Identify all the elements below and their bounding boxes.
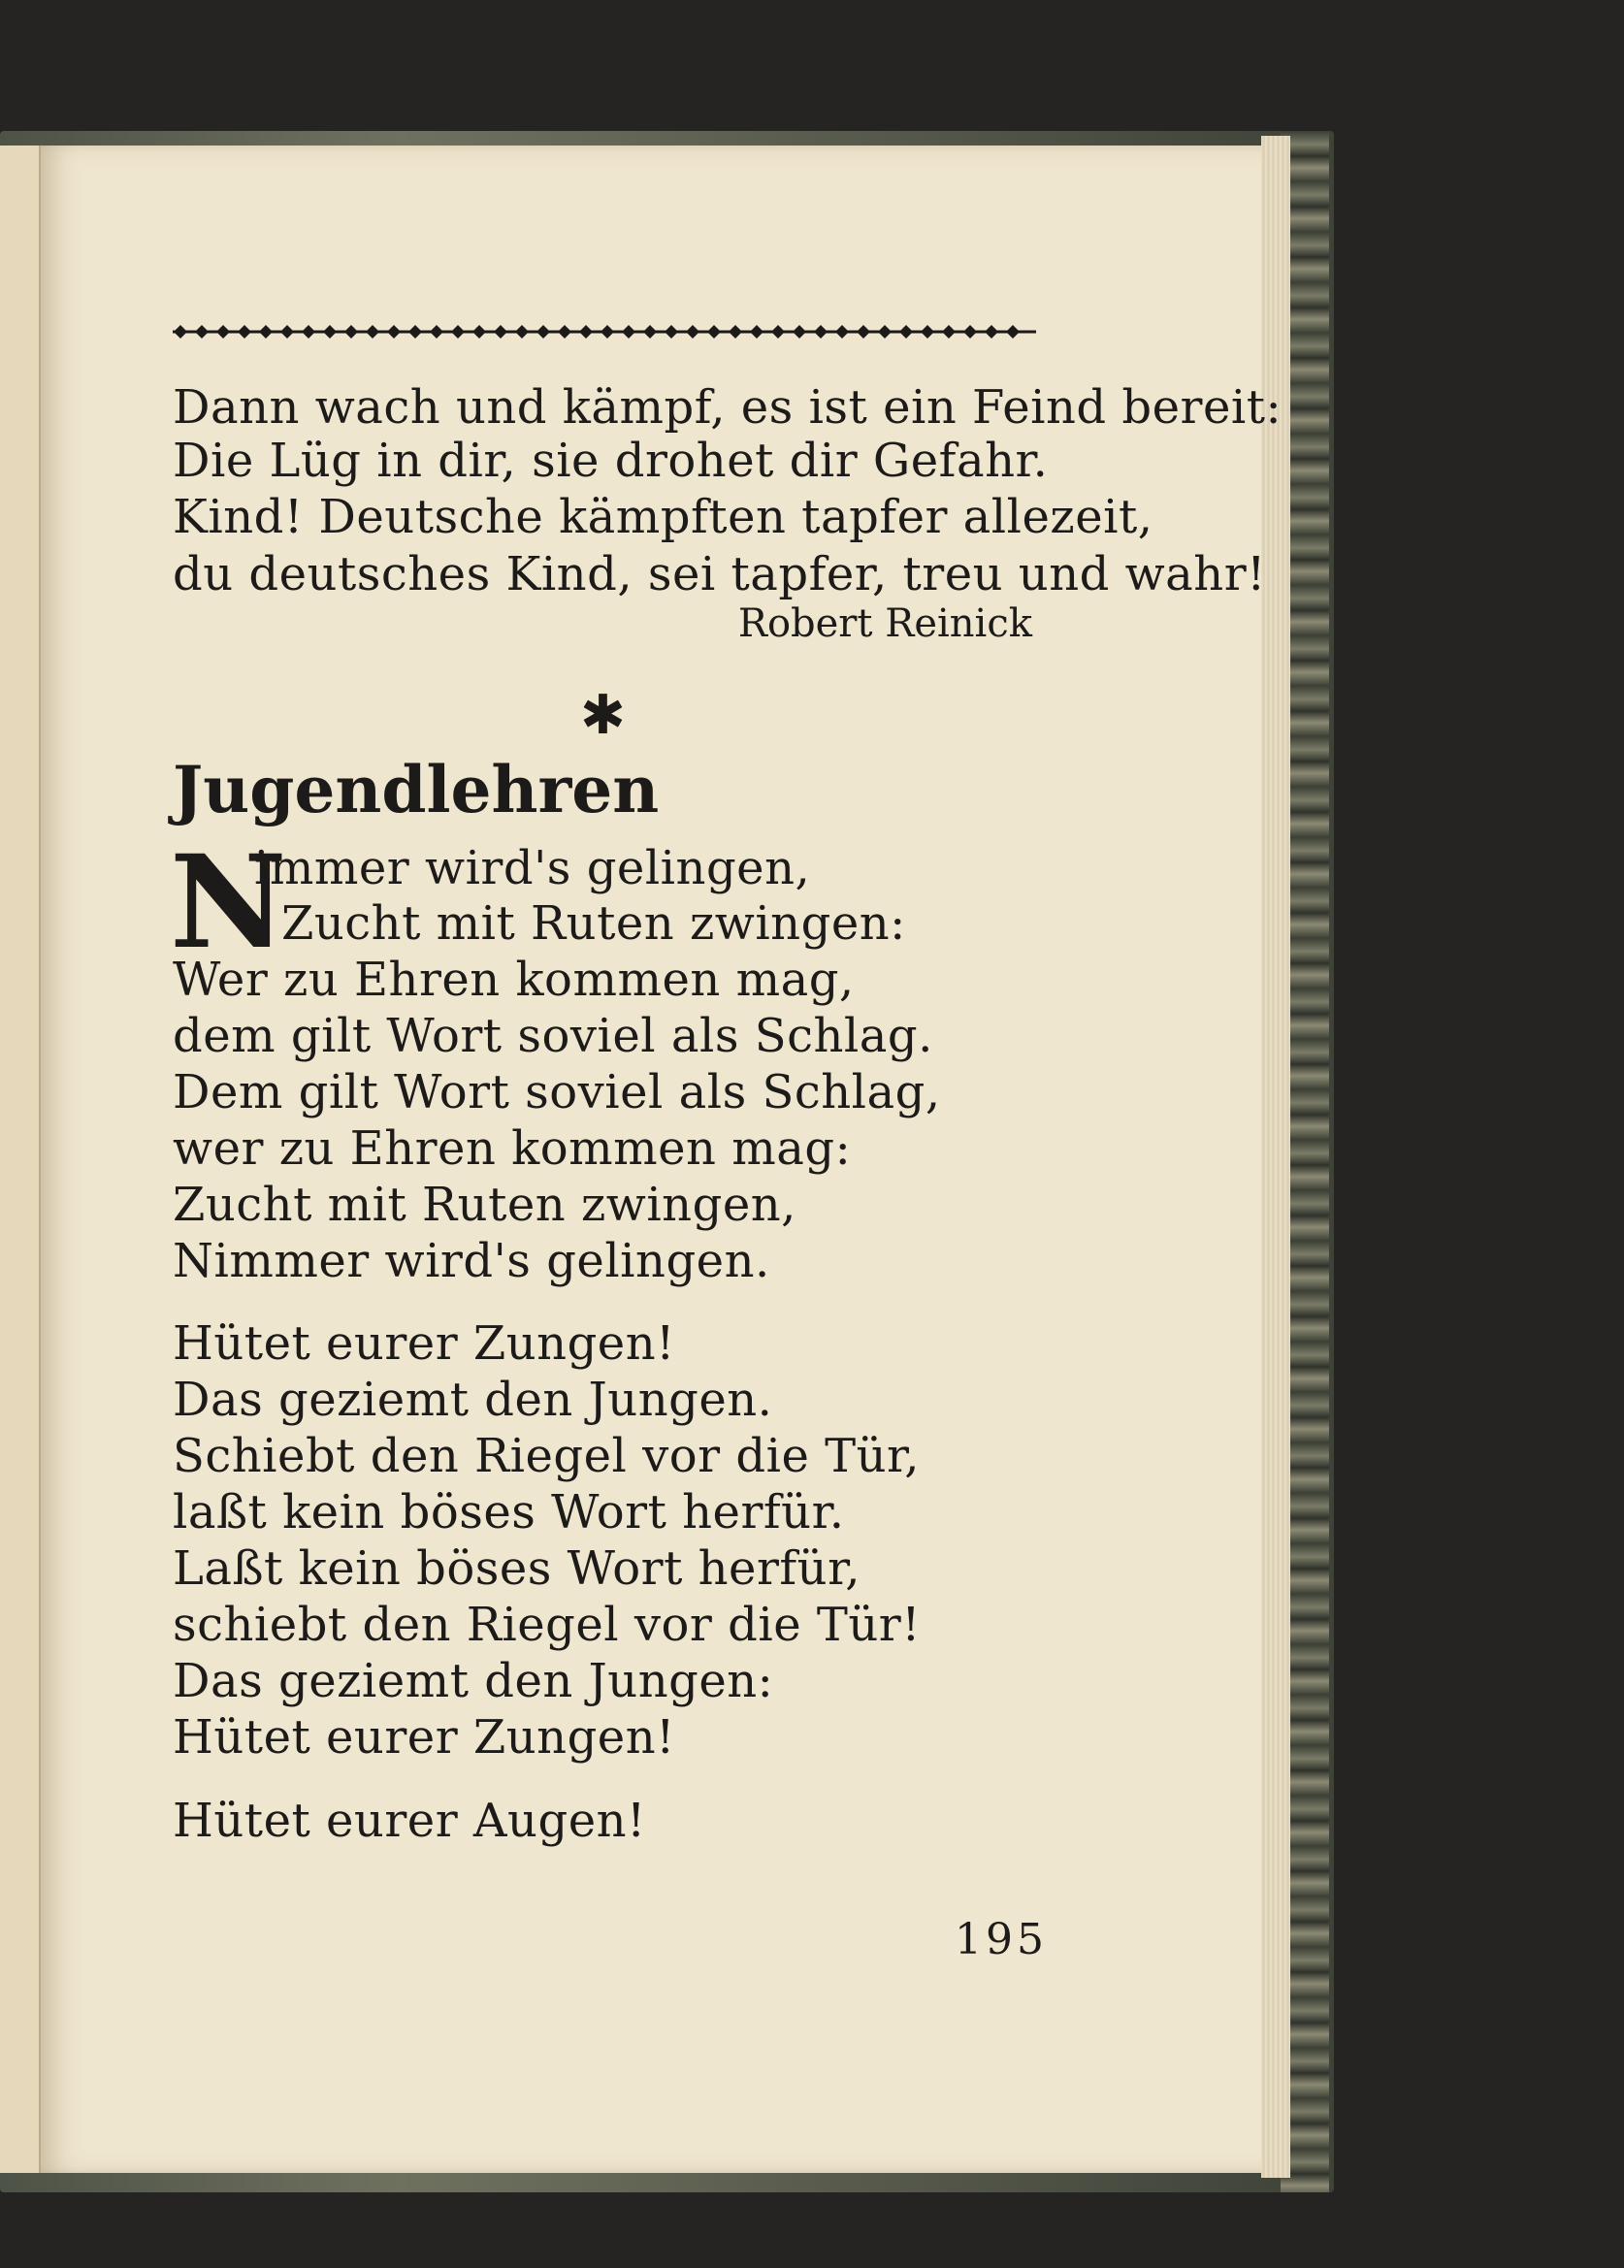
verse-line: wer zu Ehren kommen mag:	[173, 1121, 852, 1176]
verse-line: Hütet eurer Zungen!	[173, 1710, 675, 1765]
page-number: 195	[955, 1915, 1048, 1964]
ornament-diamond	[750, 325, 763, 339]
ornament-diamond	[963, 325, 977, 339]
poem-author: Robert Reinick	[737, 601, 1032, 646]
decorative-rule-icon	[173, 322, 1036, 341]
ornament-diamond	[238, 325, 251, 339]
verse-line: du deutsches Kind, sei tapfer, treu und wahr!	[173, 547, 1266, 601]
ornament-diamond	[558, 325, 571, 339]
verse-line: Das geziemt den Jungen:	[173, 1654, 774, 1708]
ornament-diamond	[216, 325, 230, 339]
verse-line: Nimmer wird's gelingen.	[173, 1234, 770, 1288]
verse-line: Dann wach und kämpf, es ist ein Feind bereit:	[173, 380, 1283, 435]
verse-line: laßt kein böses Wort herfür.	[173, 1485, 845, 1539]
ornament-diamond	[259, 325, 273, 339]
ornament-diamond	[515, 325, 529, 339]
ornament-diamond	[878, 325, 892, 339]
ornament-diamond	[665, 325, 678, 339]
left-page-edge	[0, 146, 41, 2173]
ornament-diamond	[536, 325, 550, 339]
ornament-diamond	[195, 325, 209, 339]
ornament-diamond	[408, 325, 422, 339]
verse-line: Hütet eurer Zungen!	[173, 1316, 675, 1371]
verse-line: Schiebt den Riegel vor die Tür,	[173, 1429, 920, 1483]
verse-line: Zucht mit Ruten zwingen:	[281, 896, 906, 951]
ornament-diamond	[814, 325, 828, 339]
ornament-diamond	[985, 325, 998, 339]
ornament-diamond	[622, 325, 635, 339]
verse-line: schiebt den Riegel vor die Tür!	[173, 1598, 922, 1652]
ornament-diamond	[494, 325, 507, 339]
verse-line: Hütet eurer Augen!	[173, 1794, 646, 1848]
poem-title: Jugendlehren	[173, 752, 660, 827]
ornament-diamond	[686, 325, 699, 339]
ornament-diamond	[707, 325, 721, 339]
page-edges	[1261, 136, 1290, 2178]
ornament-diamond	[302, 325, 315, 339]
ornament-diamond	[793, 325, 806, 339]
verse-line: dem gilt Wort soviel als Schlag.	[173, 1009, 933, 1063]
verse-line: Wer zu Ehren kommen mag,	[173, 953, 855, 1007]
verse-line: immer wird's gelingen,	[254, 841, 811, 895]
ornament-diamond	[835, 325, 849, 339]
verse-line: Zucht mit Ruten zwingen,	[173, 1178, 796, 1232]
ornament-diamond	[430, 325, 443, 339]
ornament-diamond	[643, 325, 657, 339]
ornament-diamond	[451, 325, 465, 339]
ornament-diamond	[387, 325, 401, 339]
ornament-diamond	[729, 325, 742, 339]
asterisk-separator-icon: ✱	[580, 684, 626, 747]
verse-line: Die Lüg in dir, sie drohet dir Gefahr.	[173, 434, 1049, 488]
ornament-diamond	[921, 325, 934, 339]
ornament-diamond	[323, 325, 337, 339]
ornament-diamond	[472, 325, 486, 339]
verse-line: Dem gilt Wort soviel als Schlag,	[173, 1065, 941, 1119]
ornament-diamond	[771, 325, 785, 339]
ornament-diamond	[280, 325, 294, 339]
verse-line: Laßt kein böses Wort herfür,	[173, 1541, 861, 1596]
verse-line: Kind! Deutsche kämpften tapfer allezeit,	[173, 490, 1153, 544]
ornament-diamond	[601, 325, 614, 339]
ornament-diamond	[366, 325, 379, 339]
ornament-diamond	[899, 325, 913, 339]
verse-line: Das geziemt den Jungen.	[173, 1373, 773, 1427]
ornament-diamond	[579, 325, 593, 339]
ornament-diamond	[1006, 325, 1020, 339]
ornament-diamond	[942, 325, 956, 339]
drop-cap: N	[170, 827, 287, 978]
ornament-diamond	[857, 325, 870, 339]
ornament-diamond	[174, 325, 187, 339]
ornament-diamond	[344, 325, 358, 339]
